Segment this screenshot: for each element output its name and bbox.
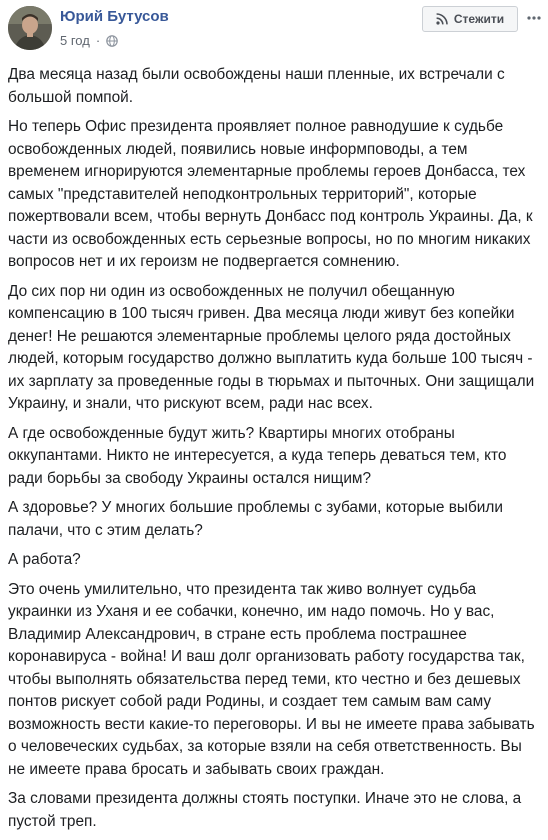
post-meta [60, 33, 118, 48]
post-paragraph: Но теперь Офис президента проявляет полное равнодушие к судьбе освобожденных людей, появились новые информповоды, а тем временем игнорируются элементарные проблемы героев Донбасса, тех самых "представителей неподконтрольных территорий", которые пожертвовали всем, чтобы вернуть Донбасс под контроль Украины. Да, к части из освобожденных есть серьезные вопросы, но по многим никаких вопросов нет и их героизм не подвергается сомнению. [8, 118, 533, 270]
post-paragraph: До сих пор ни один из освобожденных не получил обещанную компенсацию в 100 тысяч гривен. Два месяца люди живут без копейки денег! Не решаются элементарные проблемы целого ряда достойных людей, которым государство должно выплатить куда больше 100 тысяч - их зарплату за проведенные годы в тюрьмах и пыточных. Они защищали Украину, и знали, что рискуют всем, ради нас всех. [8, 282, 535, 412]
author-name[interactable]: Юрий Бутусов [60, 8, 169, 25]
post-body [8, 64, 542, 840]
follow-label: Стежити [453, 12, 505, 26]
avatar-photo [8, 6, 52, 50]
globe-icon[interactable] [106, 35, 118, 47]
rss-icon [436, 13, 448, 25]
post-paragraph: За словами президента должны стоять поступки. Иначе это не слова, а пустой треп. [8, 790, 522, 830]
post-timestamp[interactable]: 5 год [60, 33, 90, 48]
meta-separator: · [95, 33, 101, 48]
more-dots-icon [527, 16, 541, 20]
post-paragraph: А где освобожденные будут жить? Квартиры многих отобраны оккупантами. Никто не интересуется, а куда теперь деваться тем, кто ради борьбы за свободу Украины остался нищим? [8, 424, 507, 487]
post-paragraph: Два месяца назад были освобождены наши пленные, их встречали с большой помпой. [8, 66, 505, 106]
follow-button[interactable] [422, 6, 518, 32]
more-options-button[interactable] [525, 8, 543, 28]
post-header [0, 0, 548, 64]
post-paragraph: А здоровье? У многих большие проблемы с зубами, которые выбили палачи, что с этим делать? [8, 499, 503, 539]
avatar[interactable] [8, 6, 52, 50]
post-paragraph: Это очень умилительно, что президента так живо волнует судьба украинки из Уханя и ее собачки, конечно, им надо помочь. Но у вас, Владимир Александрович, в стране есть проблема пострашнее коронавируса - война! И ваш долг организовать работу государства так, чтобы выполнять обязательства перед теми, кто честно и без дешевых понтов рискует собой ради Родины, и создает тем самым вам саму возможность вести какие-то переговоры. И вы не имеете права забывать о человеческих судьбах, за которые взяли на себя ответственность. Вы не имеете права бросать и забывать своих граждан. [8, 580, 535, 778]
post-paragraph: А работа? [8, 551, 81, 568]
